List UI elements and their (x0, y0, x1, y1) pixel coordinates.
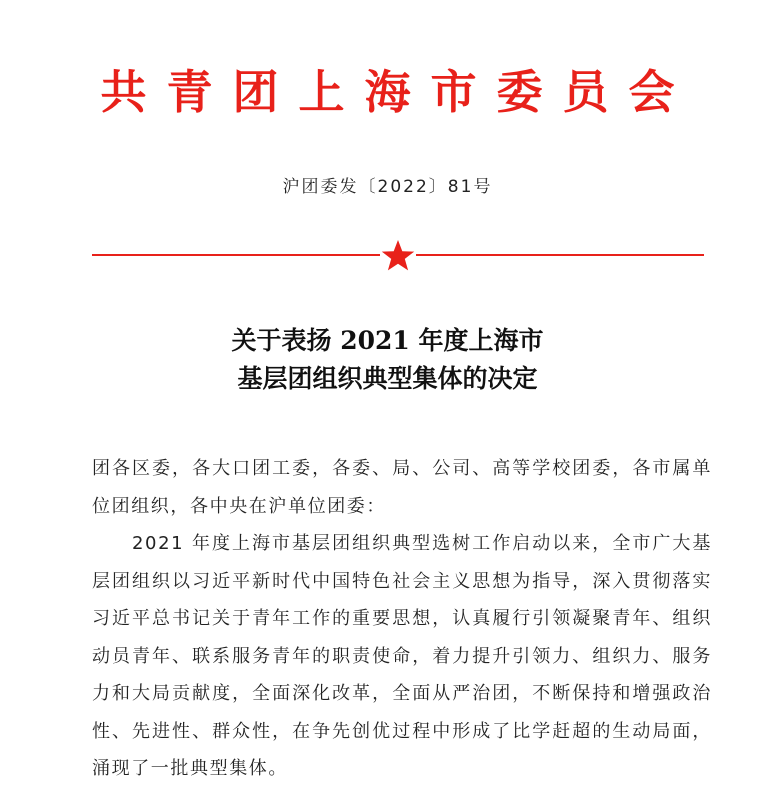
document-number: 沪团委发〔2022〕81号 (282, 177, 493, 197)
star-icon (380, 238, 416, 272)
red-divider (92, 238, 704, 272)
body-paragraph: 2021 年度上海市基层团组织典型选树工作启动以来，全市广大基层团组织以习近平新时代中国特色社会主义思想为指导，深入贯彻落实习近平总书记关于青年工作的重要思想，认真履行引领凝聚青年、组织动员青年、联系服务青年的职责使命，着力提升引领力、组织力、服务力和大局贡献度，全面深化改革，全面从严治团，不断保持和增强政治性、先进性、群众性，在争先创优过程中形成了比学赶超的生动局面，涌现了一批典型集体。 (92, 533, 712, 779)
document-title (0, 322, 775, 398)
document-body (92, 450, 712, 788)
salutation: 团各区委，各大口团工委，各委、局、公司、高等学校团委，各市属单位团组织，各中央在沪单位团委： (92, 458, 712, 517)
divider-line-left (92, 254, 380, 256)
title-line-2: 基层团组织典型集体的决定 (237, 364, 538, 393)
title-line-1: 关于表扬 2021 年度上海市 (231, 326, 544, 355)
divider-line-right (416, 254, 704, 256)
issuing-organization-header: 共青团上海市委员会 (100, 65, 695, 119)
